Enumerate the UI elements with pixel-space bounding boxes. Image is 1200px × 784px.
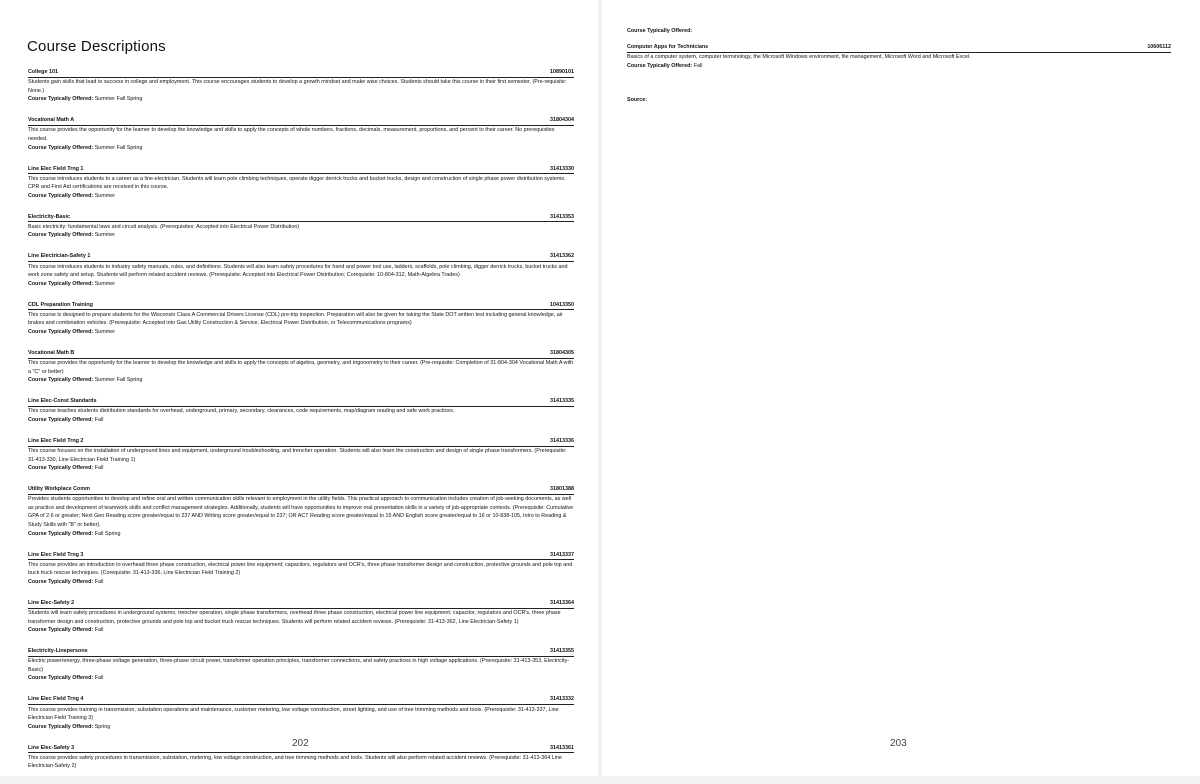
course-name: CDL Preparation Training — [28, 301, 93, 308]
offered-value: Fall — [693, 62, 703, 69]
course-header — [28, 398, 574, 407]
offered-label: Course Typically Offered: — [627, 62, 693, 69]
course-description: This course provides training in transmission, substation operations and maintenance, customer metering, low voltage construction, street lighting, and use of tree trimming methods and tools. (Prerequisite: 31-413-337, Line Electrician Field Training 3) — [28, 706, 559, 722]
course-entry — [28, 600, 574, 635]
course-header — [28, 552, 574, 561]
course-header — [28, 69, 574, 78]
course-offered — [28, 464, 574, 473]
offered-value: Fall — [94, 465, 104, 472]
course-header — [28, 486, 574, 495]
offered-value: Fall — [94, 578, 104, 585]
course-name: Line Elec-Safety 3 — [28, 744, 75, 751]
course-offered — [28, 231, 574, 240]
course-offered — [28, 144, 574, 153]
offered-label: Course Typically Offered: — [28, 96, 94, 103]
course-description: This course introduces students to industry safety manuals, rules, and definitions. Students will also learn safety procedures for hand and power tool use, ladders, scaffolds, pole climbing, digger derrick trucks, bucket trucks and work zone safety and setup. Students will perform related accident reviews. (Prerequisite: Accepted into Electrical Power Distribution; Corequisite: 10-804-312, Math-Algebra Trades) — [28, 263, 568, 279]
offered-label: Course Typically Offered: — [28, 329, 94, 336]
course-code: 31804305 — [550, 350, 574, 356]
course-header — [28, 696, 574, 705]
course-code: 31413361 — [550, 744, 574, 751]
offered-value: Summer — [94, 329, 116, 336]
offered-value: Summer Fall Spring — [94, 96, 143, 103]
offered-label: Course Typically Offered: — [28, 530, 94, 537]
course-offered — [28, 626, 574, 635]
course-offered — [28, 578, 574, 587]
right-page-content — [627, 27, 1171, 84]
offered-label: Course Typically Offered: — [28, 465, 94, 472]
offered-value: Fall Spring — [94, 530, 121, 537]
course-name: Electricity-Linepersons — [28, 648, 88, 655]
course-header — [627, 44, 1171, 53]
course-header — [28, 166, 574, 175]
course-entry — [28, 117, 574, 152]
course-header — [28, 214, 574, 223]
course-description: This course introduces students to a career as a line-electrician. Students will learn pole climbing techniques, operate digger derrick trucks and bucket trucks, design and construction of single phase power distribution systems. CPR and First Aid certifications are received in this course. — [28, 175, 566, 191]
course-code: 10890101 — [550, 69, 574, 75]
course-name: Electricity-Basic — [28, 213, 70, 220]
course-entry — [28, 486, 574, 538]
course-entry — [28, 214, 574, 240]
left-page — [0, 0, 598, 776]
course-entry — [28, 648, 574, 683]
offered-value: Summer Fall Spring — [94, 377, 143, 384]
course-code: 31804304 — [550, 117, 574, 124]
page-number: 203 — [890, 738, 907, 749]
offered-value: Summer — [94, 192, 116, 199]
course-offered — [28, 530, 574, 539]
course-offered — [627, 62, 1171, 71]
course-description: This course provides the opportunity for the learner to develop the knowledge and skills to apply the concepts of algebra, geometry, and trigonometry to their career. (Pre-requisite: Completion of 31-804-304 Vocational Math A with a "C" or better) — [28, 360, 574, 375]
course-code: 31413336 — [550, 437, 574, 444]
course-name: Line Elec Field Trng 1 — [28, 165, 84, 172]
offered-value: Fall — [94, 675, 104, 682]
course-entry — [28, 350, 574, 385]
course-offered — [28, 192, 574, 201]
course-name: College 101 — [28, 69, 58, 75]
course-list — [28, 69, 574, 784]
course-header — [28, 600, 574, 609]
course-offered — [28, 674, 574, 683]
offered-value: Summer — [94, 280, 116, 287]
course-name: Vocational Math A — [28, 117, 75, 124]
offered-value: Summer Fall Spring — [94, 144, 143, 151]
course-offered — [28, 95, 574, 104]
course-header — [28, 648, 574, 657]
course-description: This course provides the opportunity for the learner to develop the knowledge and skills to apply the concepts of whole numbers, fractions, decimals, measurement, proportions, and percent to their career. No prerequisites needed. — [28, 127, 555, 142]
course-entry — [28, 166, 574, 201]
course-entry — [28, 696, 574, 731]
course-name: Line Elec Field Trng 3 — [28, 551, 84, 558]
course-name: Line Elec Field Trng 2 — [28, 437, 84, 444]
course-entry — [28, 552, 574, 587]
offered-label: Course Typically Offered: — [28, 232, 94, 239]
offered-label: Course Typically Offered: — [28, 675, 94, 682]
source-label: Source: — [627, 97, 648, 103]
offered-label: Course Typically Offered: — [28, 416, 94, 423]
course-name: Line Electrician-Safety 1 — [28, 253, 91, 260]
course-name: Vocational Math B — [28, 350, 75, 356]
course-description: Students gain skills that lead to success in college and employment. This course encourages students to develop a growth mindset and make wise choices. Students should take this course in their first semester. (Pre-requisite: None.) — [28, 79, 567, 94]
course-header — [28, 117, 574, 126]
course-description: Students will learn safety procedures in underground systems, trencher operation, single phase transformers, overhead three phase construction, electrical power line equipment; capacitor, regulators and OCR's, three phase transformer design and construction, protective grounds and pole top and bucket truck rescue techniques. Students will perform related accident reviews. (Prerequisite: 31-413-362, Line Electrician-Safety 1) — [28, 610, 561, 625]
course-entry — [28, 69, 574, 104]
page-number: 202 — [292, 738, 309, 749]
course-code: 31413332 — [550, 696, 574, 703]
offered-value: Fall — [94, 416, 104, 423]
offered-label: Course Typically Offered: — [28, 144, 94, 151]
course-entry — [28, 438, 574, 473]
course-description: This course provides an introduction to overhead three phase construction, electrical power line equipment; capacitors, regulators and OCR's, three phase transformer design and construction, protective grounds and pole top and buck truck rescue techniques. (Corequisite: 31-413-336, Line Electrician Field Training 2) — [28, 561, 573, 577]
offered-value: Spring — [94, 723, 111, 730]
course-code: 31413335 — [550, 398, 574, 405]
course-header — [28, 253, 574, 262]
offered-label: Course Typically Offered: — [28, 627, 94, 634]
course-description: This course is designed to prepare students for the Wisconsin Class A Commercial Drivers License (CDL) pre-trip inspection. Preparation will also be given for taking the State DOT written test including general knowledge, air brakes and combination vehicles. (Prerequisite: Accepted into Gas Utility Construction & Service, Electrical Power Distribution, or Telecommunications programs) — [28, 311, 563, 327]
offered-value: Summer — [94, 232, 116, 239]
course-description: This course teaches students distribution standards for overhead, underground, primary, secondary, clearances, code requirements, map/diagram reading and safe work practices. — [28, 408, 455, 415]
course-code: 31413330 — [550, 165, 574, 172]
course-description: Basics of a computer system, computer terminology, the Microsoft Windows environment, file management, Microsoft Word and Microsoft Excel. — [627, 54, 971, 61]
course-code: 10413350 — [550, 301, 574, 308]
course-name: Line Elec-Const Standards — [28, 398, 97, 405]
course-code: 10606112 — [1147, 44, 1171, 50]
course-code: 31413353 — [550, 213, 574, 220]
course-header — [28, 302, 574, 311]
course-description: This course focuses on the installation of underground lines and equipment, underground troubleshooting, and trencher operation. Students will also learn the construction and design of single phase transformers. (Prerequisite: 31-413-330, Line Electrician Field Training 1) — [28, 448, 567, 463]
course-description: Electric power/energy, three-phase voltage generation, three-phase circuit power, transformer operation principles, transformer connections, and safety practices in high voltage applications. (Prerequisite: 31-413-353, Electricity-Basic) — [28, 658, 570, 673]
course-offered — [28, 280, 574, 289]
course-entry — [627, 44, 1171, 70]
offered-label: Course Typically Offered: — [28, 192, 94, 199]
course-description: Provides students opportunities to develop and refine oral and written communication skills relevant to employment in the utility fields. This practical approach to communication includes creation of job-seeking documents, as well as practice and development of teamwork skills and conflict management strategies. Additionally, students will have opportunities to improve oral presentation skills in a variety of job-appropriate contexts. (Prerequisite: Cumulative GPA of 2.6 or greater; Next Gen Reading score greater/equal to 237 AND Writing score greater/equal to 237; OR ACT Reading score greater/equal to 15 AND English score greater/equal to 16 or 10-838-105, Intro to Reading & Study Skills with "B" or better). — [28, 496, 574, 529]
page-title: Course Descriptions — [27, 38, 166, 55]
course-code: 31801388 — [550, 486, 574, 493]
course-offered — [28, 416, 574, 425]
course-offered — [28, 723, 574, 732]
course-header — [28, 350, 574, 359]
course-description: Basic electricity: fundamental laws and circuit analysis. (Prerequisites: Accepted into Electrical Power Distribution) — [28, 223, 300, 230]
course-code: 31413362 — [550, 253, 574, 260]
course-entry — [28, 253, 574, 288]
offered-label: Course Typically Offered: — [28, 280, 94, 287]
offered-label-top: Course Typically Offered: — [627, 28, 693, 34]
course-header — [28, 438, 574, 447]
course-offered — [28, 376, 574, 385]
course-entry — [28, 302, 574, 337]
course-name: Computer Apps for Technicians — [627, 44, 709, 50]
course-code: 31413337 — [550, 551, 574, 558]
course-offered — [28, 328, 574, 337]
course-name: Line Elec-Safety 2 — [28, 599, 75, 606]
course-description: This course provides safety procedures in transmission, substation, metering, low voltage construction, and tree trimming methods and tools. Students will also perform related accident reviews. (Prerequisite: 31-413-364 Line Electrician-Safety 2) — [28, 754, 562, 770]
course-code: 31413364 — [550, 599, 574, 606]
course-entry — [28, 398, 574, 424]
course-name: Line Elec Field Trng 4 — [28, 696, 84, 703]
course-code: 31413355 — [550, 648, 574, 655]
offered-label: Course Typically Offered: — [28, 723, 94, 730]
offered-label: Course Typically Offered: — [28, 578, 94, 585]
right-page — [602, 0, 1200, 776]
offered-value: Fall — [94, 627, 104, 634]
offered-label: Course Typically Offered: — [28, 377, 94, 384]
course-name: Utility Workplace Comm — [28, 486, 90, 493]
